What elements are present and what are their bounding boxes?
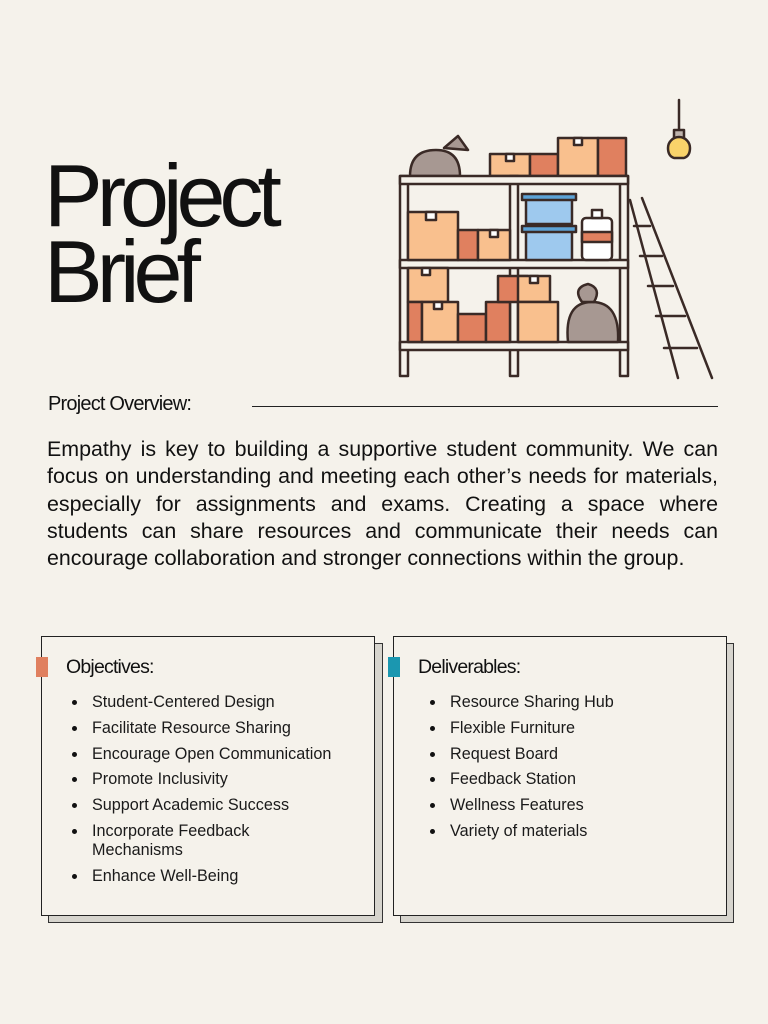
deliverables-heading: Deliverables: <box>418 656 521 678</box>
title-line-1: Project <box>44 146 276 245</box>
list-item: Support Academic Success <box>70 796 360 815</box>
list-item: Encourage Open Communication <box>70 745 360 764</box>
overview-label: Project Overview: <box>48 393 192 415</box>
deliverables-accent-marker <box>388 657 400 677</box>
list-item: Facilitate Resource Sharing <box>70 719 360 738</box>
title-line-2: Brief <box>44 222 195 321</box>
list-item: Student-Centered Design <box>70 693 360 712</box>
deliverables-list <box>428 693 718 848</box>
objectives-list <box>70 693 360 893</box>
storage-shelf-illustration <box>380 96 730 386</box>
list-item: Enhance Well-Being <box>70 867 360 886</box>
sack-icon <box>410 136 468 176</box>
page-title <box>44 146 276 321</box>
list-item: Feedback Station <box>428 770 718 789</box>
list-item: Flexible Furniture <box>428 719 718 738</box>
light-bulb-icon <box>668 100 690 158</box>
storage-bin-icon <box>522 194 576 260</box>
ladder-icon <box>630 198 712 378</box>
list-item: Promote Inclusivity <box>70 770 360 789</box>
objectives-accent-marker <box>36 657 48 677</box>
list-item: Incorporate Feedback Mechanisms <box>70 822 292 860</box>
deliverables-card <box>393 636 727 916</box>
bottle-icon <box>582 210 612 260</box>
list-item: Wellness Features <box>428 796 718 815</box>
objectives-card <box>41 636 375 916</box>
overview-divider <box>252 406 718 407</box>
overview-text: Empathy is key to building a supportive student community. We can focus on understanding and meeting each other’s needs for materials, especially for assignments and exams. Creating a space where students can share resources and communicate their needs can encourage collaboration and stronger connections within the group. <box>47 437 718 571</box>
list-item: Resource Sharing Hub <box>428 693 718 712</box>
objectives-heading: Objectives: <box>66 656 154 678</box>
sack-icon-2 <box>568 284 619 342</box>
list-item: Variety of materials <box>428 822 718 841</box>
list-item: Request Board <box>428 745 718 764</box>
